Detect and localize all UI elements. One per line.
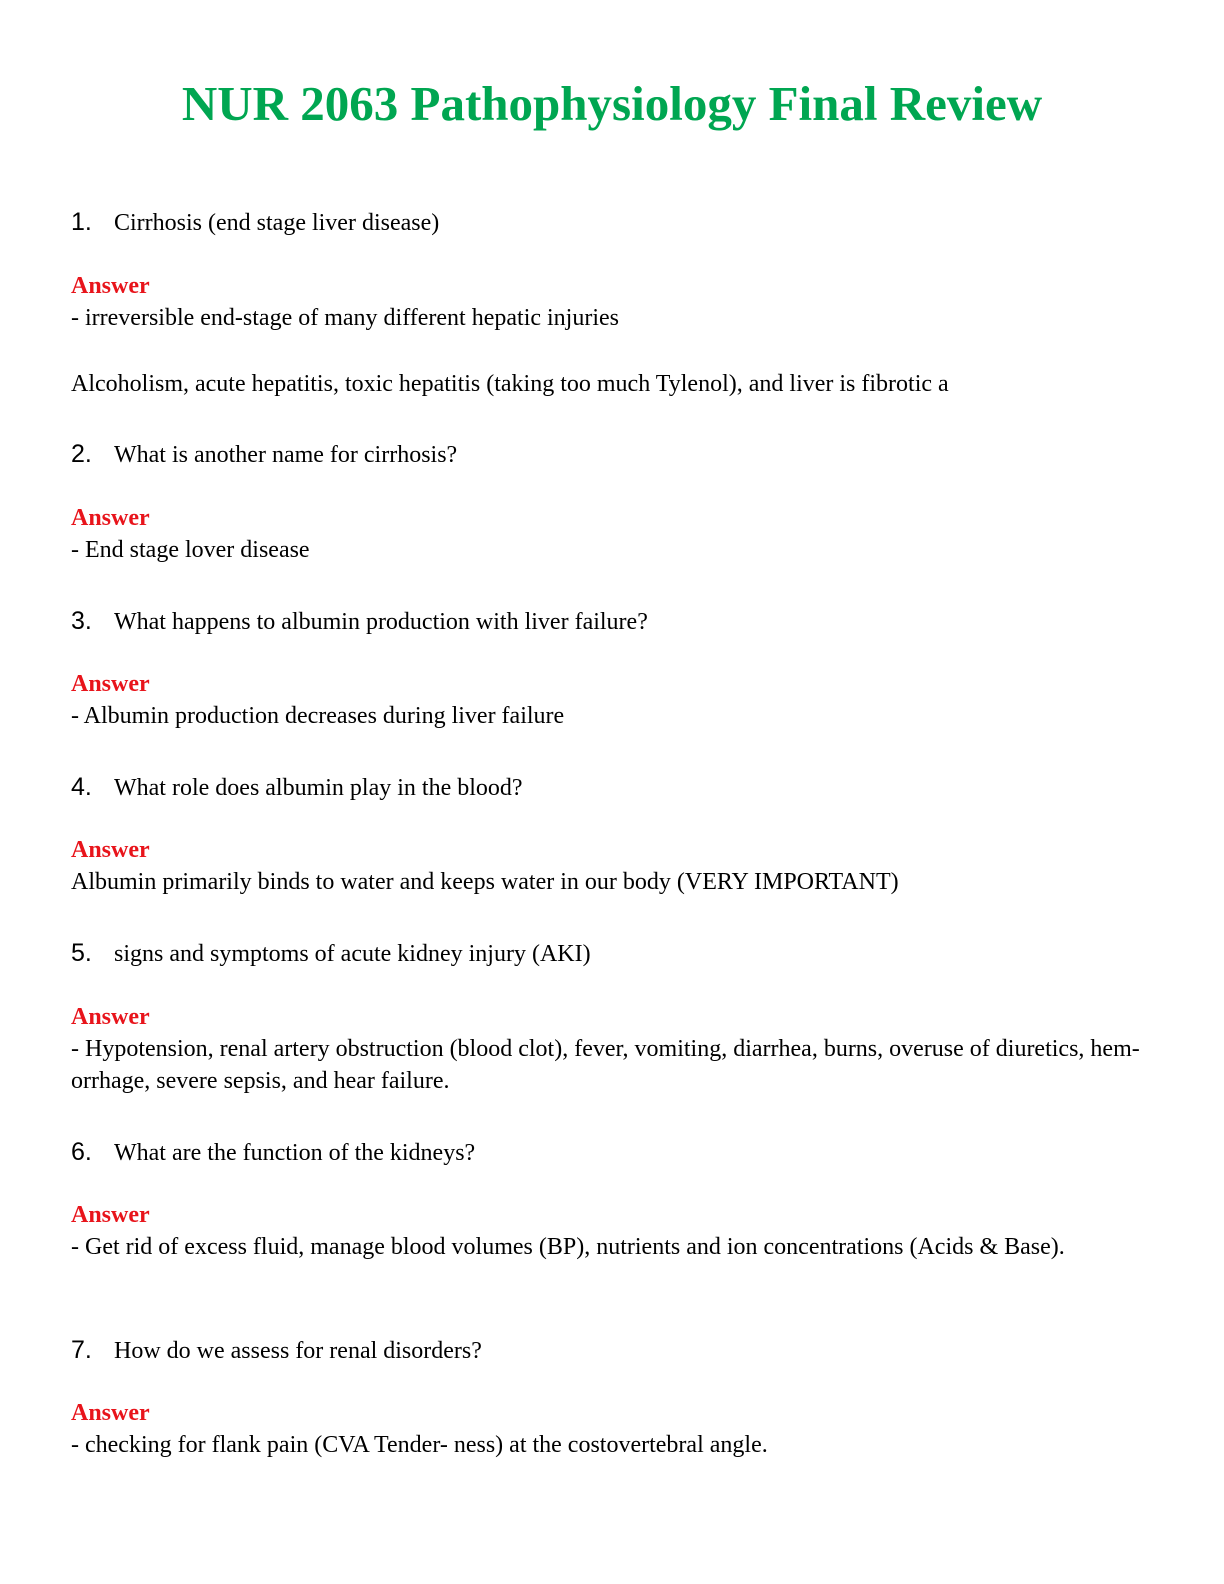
question-number: 2. bbox=[71, 440, 92, 468]
question-7 bbox=[71, 1334, 1161, 1367]
question-3 bbox=[71, 605, 1161, 638]
question-number: 3. bbox=[71, 607, 92, 635]
answer-label: Answer bbox=[71, 671, 150, 697]
answer-text: - Hypotension, renal artery obstruction (blood clot), fever, vomiting, diarrhea, burns, overuse of diuretics, hem- orrhage, severe sepsis, and hear failure. bbox=[71, 1036, 1140, 1094]
qa-item-5 bbox=[71, 937, 1161, 970]
answer-note-1: Alcoholism, acute hepatitis, toxic hepatitis (taking too much Tylenol), and liver is fibrotic a bbox=[71, 371, 949, 397]
qa-item-3 bbox=[71, 605, 1161, 638]
qa-item-7 bbox=[71, 1334, 1161, 1367]
question-number: 6. bbox=[71, 1138, 92, 1166]
page-title: NUR 2063 Pathophysiology Final Review bbox=[181, 76, 1043, 131]
question-text: What are the function of the kidneys? bbox=[114, 1140, 476, 1166]
answer-label: Answer bbox=[71, 273, 150, 299]
qa-item-2 bbox=[71, 438, 1161, 471]
answer-text: - checking for flank pain (CVA Tender- ness) at the costovertebral angle. bbox=[71, 1432, 768, 1458]
question-number: 1. bbox=[71, 208, 92, 236]
answer-block-1 bbox=[71, 270, 1161, 334]
qa-item-4 bbox=[71, 771, 1161, 804]
answer-block-7 bbox=[71, 1397, 1161, 1461]
question-text: How do we assess for renal disorders? bbox=[114, 1338, 482, 1364]
answer-label: Answer bbox=[71, 1004, 150, 1030]
question-number: 4. bbox=[71, 773, 92, 801]
question-text: What role does albumin play in the blood? bbox=[114, 775, 523, 801]
answer-text: - Get rid of excess fluid, manage blood volumes (BP), nutrients and ion concentrations (Acids & Base). bbox=[71, 1234, 1065, 1260]
answer-label: Answer bbox=[71, 1400, 150, 1426]
answer-text: Albumin primarily binds to water and keeps water in our body (VERY IMPORTANT) bbox=[71, 869, 899, 895]
answer-text: - Albumin production decreases during liver failure bbox=[71, 703, 565, 729]
answer-text: - End stage lover disease bbox=[71, 537, 310, 563]
question-number: 7. bbox=[71, 1336, 92, 1364]
question-4 bbox=[71, 771, 1161, 804]
answer-block-5 bbox=[71, 1001, 1161, 1097]
answer-label: Answer bbox=[71, 1202, 150, 1228]
question-text: Cirrhosis (end stage liver disease) bbox=[114, 210, 440, 236]
question-2 bbox=[71, 438, 1161, 471]
answer-label: Answer bbox=[71, 505, 150, 531]
answer-block-3 bbox=[71, 668, 1161, 732]
answer-block-4 bbox=[71, 834, 1161, 898]
answer-block-2 bbox=[71, 502, 1161, 566]
qa-item-1 bbox=[71, 206, 1161, 239]
answer-label: Answer bbox=[71, 837, 150, 863]
answer-text: - irreversible end-stage of many different hepatic injuries bbox=[71, 305, 620, 331]
question-text: What is another name for cirrhosis? bbox=[114, 442, 458, 468]
answer-block-6 bbox=[71, 1199, 1161, 1263]
question-6 bbox=[71, 1136, 1161, 1169]
question-5 bbox=[71, 937, 1161, 970]
question-1 bbox=[71, 206, 1161, 239]
question-text: What happens to albumin production with liver failure? bbox=[114, 609, 648, 635]
question-number: 5. bbox=[71, 939, 92, 967]
question-text: signs and symptoms of acute kidney injury (AKI) bbox=[114, 941, 591, 967]
qa-item-6 bbox=[71, 1136, 1161, 1169]
